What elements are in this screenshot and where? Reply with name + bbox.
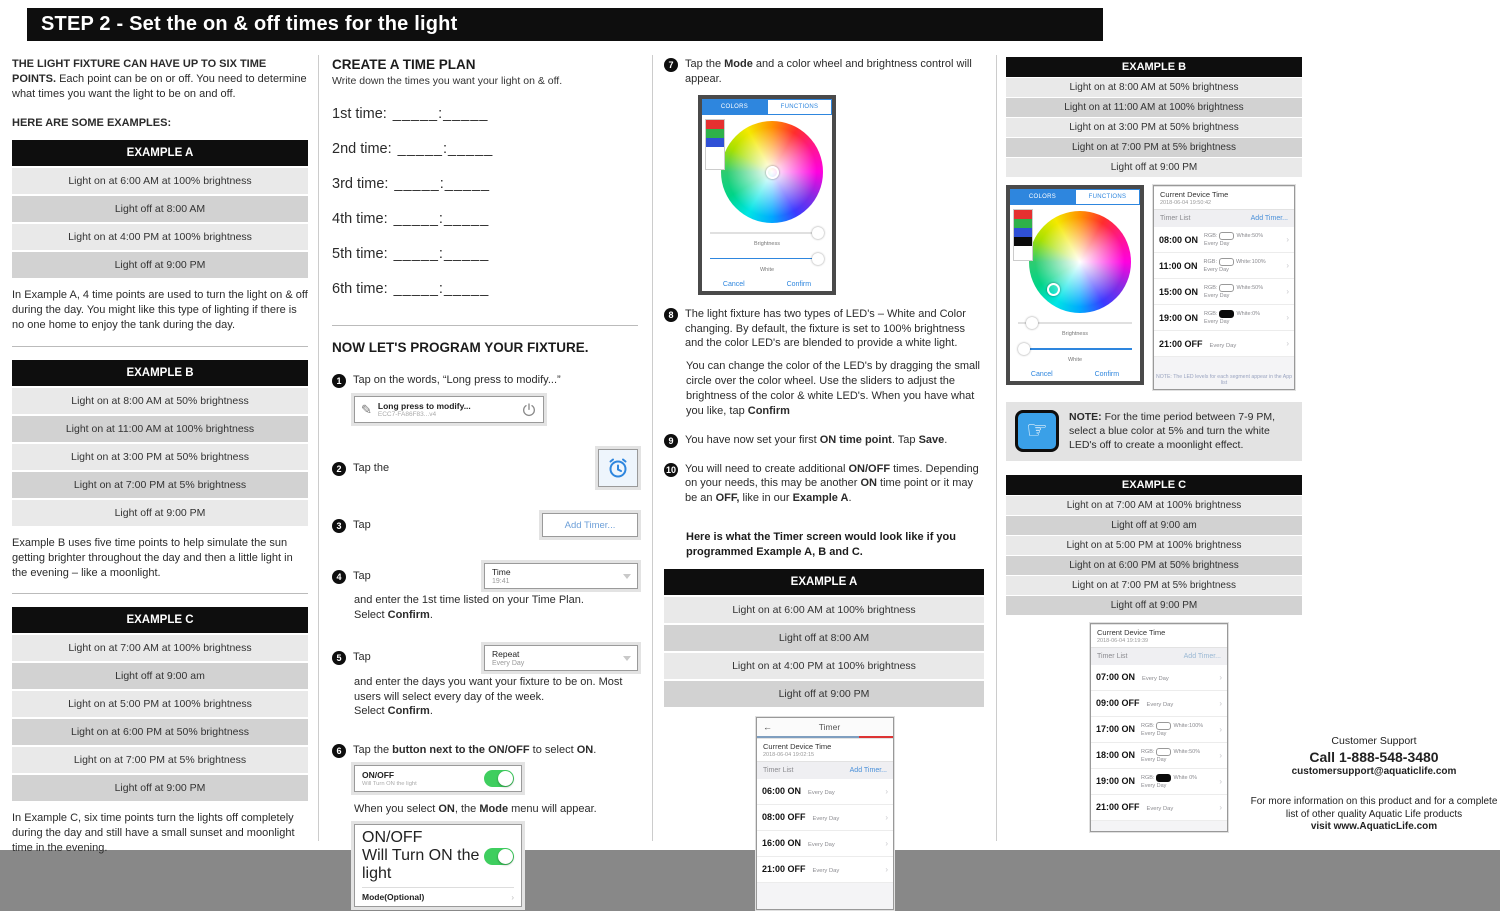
step-number-badge: 9: [664, 434, 678, 448]
step-number-badge: 2: [332, 462, 346, 476]
example-b-title: EXAMPLE B: [1006, 57, 1302, 77]
table-row: Light off at 9:00 PM: [1006, 596, 1302, 615]
time-field[interactable]: [484, 563, 638, 589]
timer-screen-example-c: [1090, 623, 1228, 832]
brightness-label: Brightness: [754, 240, 780, 247]
timer-nav-title: Timer: [818, 721, 841, 732]
time-plan-line: [332, 211, 638, 227]
table-row: Light on at 6:00 AM at 100% brightness: [664, 597, 984, 623]
white-slider[interactable]: [710, 253, 824, 265]
timer-list-empty-space: [1154, 357, 1294, 371]
tab-colors[interactable]: COLORS: [1010, 189, 1075, 205]
chevron-right-icon: ›: [1286, 339, 1289, 348]
chevron-right-icon: ›: [885, 864, 888, 874]
rgb-value-strip: [1013, 209, 1033, 261]
color-wheel[interactable]: [1029, 211, 1131, 313]
support-info: For more information on this product and for a complete list of other quality Aquatic Life products: [1250, 796, 1498, 820]
plan-heading: CREATE A TIME PLAN: [332, 57, 476, 72]
time-blank[interactable]: _____:_____: [397, 141, 494, 157]
add-timer-link[interactable]: Add Timer...: [849, 766, 887, 774]
repeat-field-value: Every Day: [492, 659, 525, 667]
timer-row[interactable]: 17:00 ON RGB: White:100% Every Day ›: [1091, 717, 1227, 743]
onoff-toggle[interactable]: [484, 848, 514, 865]
add-timer-button[interactable]: Add Timer...: [542, 513, 638, 537]
white-label: White: [1067, 357, 1083, 363]
chevron-right-icon: ›: [885, 838, 888, 848]
moonlight-note: [1006, 402, 1302, 461]
timer-screen-example-b: [1153, 185, 1295, 390]
add-timer-link[interactable]: Add Timer...: [1183, 652, 1221, 660]
example-a-title: EXAMPLE A: [664, 569, 984, 595]
chevron-right-icon: ›: [1286, 261, 1289, 270]
table-row: Light on at 11:00 AM at 100% brightness: [1006, 98, 1302, 117]
support-phone: Call 1-888-548-3480: [1309, 749, 1439, 765]
device-time-value: 2018-06-04 19:50:42: [1160, 200, 1212, 206]
timer-list-label: Timer List: [1160, 215, 1191, 222]
step-10-text: You will need to create additional ON/OFF times. Depending on your needs, this may be another ON time point or it may be an OFF, like in our Example A.: [685, 462, 979, 505]
example-a-note: In Example A, 4 time points are used to turn the light on & off during the day. You might like this type of lighting if there is no one home to enjoy the tank during the day.: [12, 289, 308, 332]
timer-row[interactable]: 11:00 ON RGB: White:100% Every Day ›: [1154, 253, 1294, 279]
table-row: Light on at 7:00 PM at 5% brightness: [1006, 576, 1302, 595]
table-row: Light on at 6:00 AM at 100% brightness: [12, 168, 308, 194]
table-row: Light on at 7:00 PM at 5% brightness: [12, 747, 308, 773]
timer-row[interactable]: 21:00 OFF Every Day ›: [757, 857, 893, 883]
step-4: [332, 563, 638, 589]
table-row: Light on at 8:00 AM at 50% brightness: [12, 388, 308, 414]
step-8: [664, 307, 984, 352]
onoff-sublabel: Will Turn ON the light: [362, 781, 417, 788]
table-row: Light on at 6:00 PM at 50% brightness: [1006, 556, 1302, 575]
column-examples-bc: [1006, 57, 1302, 832]
section-divider: [12, 593, 308, 594]
example-a-title: EXAMPLE A: [12, 140, 308, 166]
timer-row[interactable]: 07:00 ON Every Day ›: [1091, 665, 1227, 691]
device-time-panel: [757, 738, 893, 762]
timer-footnote: NOTE: The LED levels for each segment appear in the App list: [1156, 374, 1293, 386]
time-plan-line: [332, 246, 638, 262]
time-blank[interactable]: _____:_____: [393, 246, 490, 262]
long-press-button[interactable]: [354, 396, 544, 423]
timer-list-header: [1154, 210, 1294, 227]
cancel-button[interactable]: Cancel: [722, 280, 745, 288]
timer-row[interactable]: 21:00 OFF Every Day ›: [1154, 331, 1294, 357]
timer-row[interactable]: 08:00 OFF Every Day ›: [757, 805, 893, 831]
device-id: ECC7-FA86F83...v4: [377, 411, 437, 418]
page-title: STEP 2 - Set the on & off times for the light: [27, 8, 1103, 41]
note-text: NOTE: For the time period between 7-9 PM, select a blue color at 5% and turn the white LED's off to create a moonlight effect.: [1069, 411, 1276, 452]
time-label: 5th time:: [332, 246, 388, 262]
intro-rest: Each point can be on or off. You need to determine what times you want the light to be on and off.: [12, 72, 307, 100]
support-email[interactable]: customersupport@aquaticlife.com: [1291, 766, 1457, 777]
time-label: 6th time:: [332, 281, 388, 297]
timer-row[interactable]: 19:00 ON RGB: White:0% Every Day ›: [1154, 305, 1294, 331]
table-row: Light off at 9:00 PM: [12, 775, 308, 801]
device-time-panel: [1091, 624, 1227, 648]
table-row: Light off at 8:00 AM: [12, 196, 308, 222]
cancel-button[interactable]: Cancel: [1030, 371, 1053, 378]
time-field-value: 19:41: [492, 578, 510, 585]
rgb-swatch: [1156, 748, 1171, 756]
timer-screens-intro: Here is what the Timer screen would look like if you programmed Example A, B and C.: [686, 531, 956, 558]
tab-functions[interactable]: FUNCTIONS: [767, 99, 832, 115]
table-row: Light on at 7:00 PM at 5% brightness: [12, 472, 308, 498]
table-row: Light on at 11:00 AM at 100% brightness: [12, 416, 308, 442]
table-row: Light on at 5:00 PM at 100% brightness: [12, 691, 308, 717]
color-brightness-slider[interactable]: [1018, 317, 1132, 329]
timer-list-header: [757, 762, 893, 779]
timer-icon-button[interactable]: [598, 449, 638, 487]
rgb-swatch: [1219, 284, 1234, 292]
table-row: Light off at 9:00 PM: [1006, 158, 1302, 177]
time-plan-line: [332, 281, 638, 297]
timer-screen-example-a: [756, 717, 894, 910]
step-9-text: You have now set your first ON time point. Tap Save.: [685, 433, 948, 446]
table-row: Light off at 9:00 am: [1006, 516, 1302, 535]
chevron-down-icon: [623, 656, 631, 661]
step-2: [332, 449, 638, 487]
customer-support-block: [1248, 735, 1500, 832]
step-number-badge: 1: [332, 374, 346, 388]
step-4-after: [354, 593, 638, 623]
column-divider: [318, 55, 319, 841]
table-row: Light on at 7:00 AM at 100% brightness: [12, 635, 308, 661]
example-c-note: In Example C, six time points turn the lights off completely during the day and still have a small sunset and moonlight time in the evening.: [12, 812, 295, 855]
step-5-confirm: Confirm: [387, 705, 430, 718]
step-4-confirm: Confirm: [387, 608, 430, 621]
step-6-mid: When you select ON, the Mode menu will appear.: [354, 803, 597, 816]
white-slider[interactable]: [1018, 343, 1132, 355]
time-blank[interactable]: _____:_____: [392, 106, 489, 122]
repeat-field[interactable]: [484, 645, 638, 671]
step-10: [664, 462, 984, 507]
confirm-button[interactable]: Confirm: [1094, 371, 1120, 378]
step-number-badge: 4: [332, 570, 346, 584]
onoff-toggle[interactable]: [484, 770, 514, 787]
chevron-right-icon: ›: [1286, 235, 1289, 244]
confirm-button[interactable]: Confirm: [786, 280, 812, 288]
brightness-label: Brightness: [1062, 331, 1088, 337]
table-row: Light on at 7:00 PM at 5% brightness: [1006, 138, 1302, 157]
pointing-hand-icon: ☞: [1015, 410, 1059, 452]
device-time-value: 2018-06-04 19:19:39: [1097, 637, 1149, 644]
device-time-value: 2018-06-04 19:02:15: [763, 751, 815, 758]
nav-indicator: [757, 736, 893, 738]
step-4-after-text: and enter the 1st time listed on your Time Plan.: [354, 594, 584, 606]
column-mode-steps: [664, 57, 984, 910]
step-4-text: Tap: [353, 569, 371, 582]
intro-bold: THE LIGHT FIXTURE CAN HAVE UP TO SIX TIME POINTS.: [12, 58, 267, 85]
time-blank[interactable]: _____:_____: [393, 211, 490, 227]
time-plan-line: [332, 106, 638, 122]
table-row: Light off at 9:00 am: [12, 663, 308, 689]
long-press-label: Long press to modify...: [377, 401, 471, 411]
onoff-row: [354, 765, 522, 792]
step-3: [332, 513, 638, 537]
chevron-right-icon: ›: [1219, 776, 1222, 786]
column-time-plan: [332, 57, 638, 911]
table-row: Light on at 4:00 PM at 100% brightness: [12, 224, 308, 250]
timer-list-empty-space: [757, 883, 893, 909]
table-row: Light off at 9:00 PM: [664, 681, 984, 707]
rgb-value-strip: [705, 119, 725, 170]
chevron-right-icon: ›: [1219, 802, 1222, 812]
white-label: White: [759, 266, 775, 273]
repeat-field-label: Repeat: [492, 648, 520, 659]
time-label: 2nd time:: [332, 141, 392, 157]
example-c-title: EXAMPLE C: [1006, 475, 1302, 495]
time-plan-line: [332, 176, 638, 192]
example-c-table: [12, 607, 308, 801]
step-4-select: Select: [354, 608, 388, 621]
time-label: 3rd time:: [332, 176, 389, 192]
timer-row[interactable]: 16:00 ON Every Day ›: [757, 831, 893, 857]
step-number-badge: 7: [664, 58, 678, 72]
chevron-right-icon: ›: [885, 786, 888, 796]
step-3-text: Tap: [353, 518, 371, 531]
support-website[interactable]: visit www.AquaticLife.com: [1310, 821, 1438, 832]
chevron-right-icon: ›: [511, 892, 514, 902]
pencil-icon: ✎: [361, 401, 372, 417]
table-row: Light on at 4:00 PM at 100% brightness: [664, 653, 984, 679]
time-blank[interactable]: _____:_____: [393, 281, 490, 297]
support-label: Customer Support: [1331, 735, 1417, 747]
period: .: [429, 705, 433, 718]
intro-paragraph: [12, 57, 308, 102]
power-icon[interactable]: [521, 402, 537, 418]
chevron-right-icon: ›: [1219, 698, 1222, 708]
rgb-swatch-black: [1156, 774, 1171, 782]
time-plan-line: [332, 141, 638, 157]
step-number-badge: 6: [332, 744, 346, 758]
step-7: [664, 57, 984, 87]
step-7-text: Tap the Mode and a color wheel and brightness control will appear.: [685, 58, 972, 85]
time-label: 4th time:: [332, 211, 388, 227]
color-wheel[interactable]: [721, 121, 823, 223]
example-c-title: EXAMPLE C: [12, 607, 308, 633]
table-row: Light on at 8:00 AM at 50% brightness: [1006, 78, 1302, 97]
example-b-table-copy: [1006, 57, 1302, 177]
table-row: Light on at 3:00 PM at 50% brightness: [1006, 118, 1302, 137]
rgb-swatch: [1219, 232, 1234, 240]
chevron-right-icon: ›: [1286, 313, 1289, 322]
table-row: Light on at 5:00 PM at 100% brightness: [1006, 536, 1302, 555]
example-a-table-copy: [664, 569, 984, 707]
step-6-text: Tap the button next to the ON/OFF to select ON.: [353, 744, 597, 757]
period: .: [429, 608, 433, 621]
column-divider: [996, 55, 997, 841]
chevron-right-icon: ›: [885, 812, 888, 822]
device-time-label: Current Device Time: [1160, 190, 1229, 199]
chevron-down-icon: [623, 574, 631, 579]
column-examples: [12, 57, 308, 856]
chevron-right-icon: ›: [1219, 750, 1222, 760]
color-brightness-slider[interactable]: [710, 227, 824, 239]
timer-list-label: Timer List: [763, 766, 794, 774]
step-number-badge: 3: [332, 519, 346, 533]
onoff-sublabel: Will Turn ON the light: [362, 847, 480, 883]
timer-row[interactable]: 08:00 ON RGB: White:50% Every Day ›: [1154, 227, 1294, 253]
timer-row[interactable]: 09:00 OFF Every Day ›: [1091, 691, 1227, 717]
section-divider: [332, 325, 638, 326]
step-8-p2: You can change the color of the LED's by dragging the small circle over the color wheel. Use the sliders to adjust the brightness of the color & white LED's. When you have what you like, tap Confirm: [686, 360, 980, 417]
table-row: Light on at 7:00 AM at 100% brightness: [1006, 496, 1302, 515]
color-picker-handle[interactable]: [1047, 283, 1060, 296]
timer-list-empty-space: [1091, 821, 1227, 831]
time-field-label: Time: [492, 567, 511, 577]
table-row: Light on at 3:00 PM at 50% brightness: [12, 444, 308, 470]
onoff-label: ON/OFF: [362, 829, 423, 847]
step-5-select: Select: [354, 705, 388, 718]
app-colors-screen: [698, 95, 836, 295]
back-arrow-icon[interactable]: ←: [763, 721, 772, 732]
timer-row[interactable]: 06:00 ON Every Day ›: [757, 779, 893, 805]
timer-row[interactable]: 21:00 OFF Every Day ›: [1091, 795, 1227, 821]
rgb-swatch-black: [1219, 310, 1234, 318]
example-b-title: EXAMPLE B: [12, 360, 308, 386]
device-time-label: Current Device Time: [1097, 627, 1166, 637]
step-5-text: Tap: [353, 651, 371, 664]
step-5-after: [354, 675, 638, 720]
device-time-label: Current Device Time: [763, 741, 832, 751]
onoff-mode-panel: [354, 824, 522, 907]
step-6: [332, 743, 638, 758]
table-row: Light off at 8:00 AM: [664, 625, 984, 651]
program-heading: NOW LET'S PROGRAM YOUR FIXTURE.: [332, 340, 589, 355]
color-picker-handle[interactable]: [766, 166, 779, 179]
rgb-swatch: [1219, 258, 1234, 266]
add-timer-link[interactable]: Add Timer...: [1250, 215, 1288, 222]
timer-nav-bar: [757, 718, 893, 736]
step-9: [664, 433, 984, 448]
step-number-badge: 5: [332, 651, 346, 665]
chevron-right-icon: ›: [1286, 287, 1289, 296]
mode-menu-item[interactable]: [362, 888, 514, 902]
tab-colors[interactable]: COLORS: [702, 99, 767, 115]
app-colors-screen-example-b: [1006, 185, 1144, 385]
table-row: Light off at 9:00 PM: [12, 500, 308, 526]
example-b-table: [12, 360, 308, 526]
table-row: Light off at 9:00 PM: [12, 252, 308, 278]
example-b-note: Example B uses five time points to help simulate the sun getting brighter throughout the day and then a little light in the evening – like a moonlight.: [12, 536, 293, 579]
timer-row[interactable]: 15:00 ON RGB: White:50% Every Day ›: [1154, 279, 1294, 305]
timer-row[interactable]: 19:00 ON RGB: White 0% Every Day ›: [1091, 769, 1227, 795]
rgb-swatch: [1156, 722, 1171, 730]
table-row: Light on at 6:00 PM at 50% brightness: [12, 719, 308, 745]
step-8-p1: The light fixture has two types of LED's – White and Color changing. By default, the fixture is set to 100% brightness and the color LED's are blended to provide a white light.: [685, 307, 966, 350]
step-number-badge: 8: [664, 308, 678, 322]
step-1-text: Tap on the words, “Long press to modify...”: [353, 374, 561, 386]
step-5-after-text: and enter the days you want your fixture to be on. Most users will select every day of the week.: [354, 675, 623, 703]
timer-list-label: Timer List: [1097, 652, 1128, 660]
device-time-panel: [1154, 186, 1294, 210]
tab-functions[interactable]: FUNCTIONS: [1075, 189, 1140, 205]
timer-row[interactable]: 18:00 ON RGB: White:50% Every Day ›: [1091, 743, 1227, 769]
column-divider: [652, 55, 653, 841]
section-divider: [12, 346, 308, 347]
step-1: [332, 373, 638, 388]
onoff-label: ON/OFF: [362, 770, 395, 781]
step-2-text: Tap the: [353, 461, 390, 474]
chevron-right-icon: ›: [1219, 672, 1222, 682]
timer-list-header: [1091, 648, 1227, 665]
step-5: [332, 645, 638, 671]
step-number-badge: 10: [665, 464, 676, 475]
time-label: 1st time:: [332, 106, 387, 122]
example-a-table: [12, 140, 308, 278]
alarm-clock-icon: [606, 456, 630, 480]
examples-heading: HERE ARE SOME EXAMPLES:: [12, 116, 172, 129]
chevron-right-icon: ›: [1219, 724, 1222, 734]
mode-label: Mode(Optional): [362, 892, 425, 903]
plan-subheading: Write down the times you want your light on & off.: [332, 75, 563, 87]
time-blank[interactable]: _____:_____: [394, 176, 491, 192]
example-c-table-copy: [1006, 475, 1302, 615]
